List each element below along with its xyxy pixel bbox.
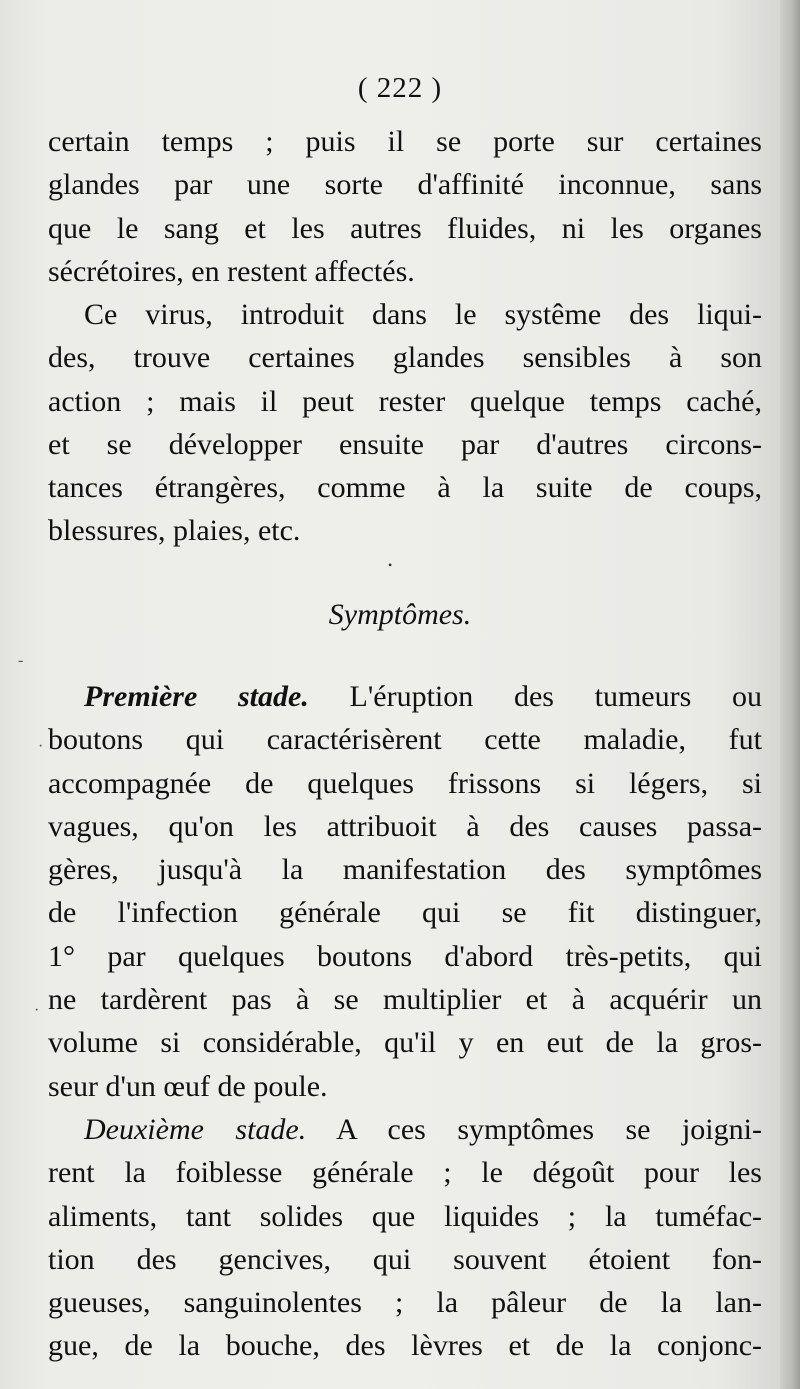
text-line: glandes par une sorte d'affinité inconnue, sans	[48, 168, 762, 202]
text-line: ne tardèrent pas à se multiplier et à acquérir un	[48, 983, 762, 1017]
text-line: de l'infection générale qui se fit distinguer,	[48, 896, 762, 930]
ornament-dot-icon: •	[388, 558, 393, 572]
text-line: vagues, qu'on les attribuoit à des causes passa-	[48, 809, 762, 843]
stade-label: Première stade.	[84, 680, 309, 713]
text-line: action ; mais il peut rester quelque temps caché,	[48, 384, 762, 418]
margin-dash-icon: -	[18, 652, 24, 669]
page-number: ( 222 )	[357, 72, 443, 104]
stade-label: Deuxième stade.	[84, 1113, 307, 1146]
paragraph-continuation	[48, 120, 762, 293]
text-run: A ces symptômes se joigni-	[336, 1113, 762, 1146]
text-line: aliments, tant solides que liquides ; la tuméfac-	[48, 1199, 762, 1233]
text-line: tances étrangères, comme à la suite de coups,	[48, 471, 762, 505]
text-line: que le sang et les autres fluides, ni les organes	[48, 211, 762, 245]
text-line: gères, jusqu'à la manifestation des symptômes	[48, 853, 762, 887]
text-line: volume si considérable, qu'il y en eut de la gros-	[48, 1026, 762, 1060]
text-line: et se développer ensuite par d'autres circons-	[48, 427, 762, 461]
text-line: sécrétoires, en restent affectés.	[48, 254, 415, 288]
text-line: accompagnée de quelques frissons si légers, si	[48, 766, 762, 800]
margin-dot-icon: ·	[34, 1002, 40, 1019]
text-line: 1° par quelques boutons d'abord très-petits, qui	[48, 939, 762, 973]
text-line: tion des gencives, qui souvent étoient fon-	[48, 1242, 762, 1276]
text-run: L'éruption des tumeurs ou	[349, 680, 762, 713]
text-line: Ce virus, introduit dans le systême des liqui-	[84, 298, 762, 331]
paragraph-stade-1	[48, 675, 762, 1108]
paragraph-virus	[48, 293, 762, 553]
text-line: certain temps ; puis il se porte sur certaines	[48, 125, 762, 158]
text-line: rent la foiblesse générale ; le dégoût pour les	[48, 1156, 762, 1190]
margin-dot-icon: ·	[38, 738, 44, 755]
text-line	[48, 1108, 762, 1151]
text-line: boutons qui caractérisèrent cette maladie, fut	[48, 723, 762, 757]
text-line	[48, 675, 762, 718]
text-line: gue, de la bouche, des lèvres et de la conjonc-	[48, 1329, 762, 1363]
page-gutter-shadow	[780, 0, 800, 1389]
paragraph-stade-2	[48, 1108, 762, 1368]
text-line: gueuses, sanguinolentes ; la pâleur de la lan-	[48, 1286, 762, 1320]
text-line: des, trouve certaines glandes sensibles à son	[48, 341, 762, 375]
text-line: seur d'un œuf de poule.	[48, 1069, 328, 1103]
section-heading: Symptômes.	[328, 598, 472, 631]
text-line: blessures, plaies, etc.	[48, 514, 301, 548]
